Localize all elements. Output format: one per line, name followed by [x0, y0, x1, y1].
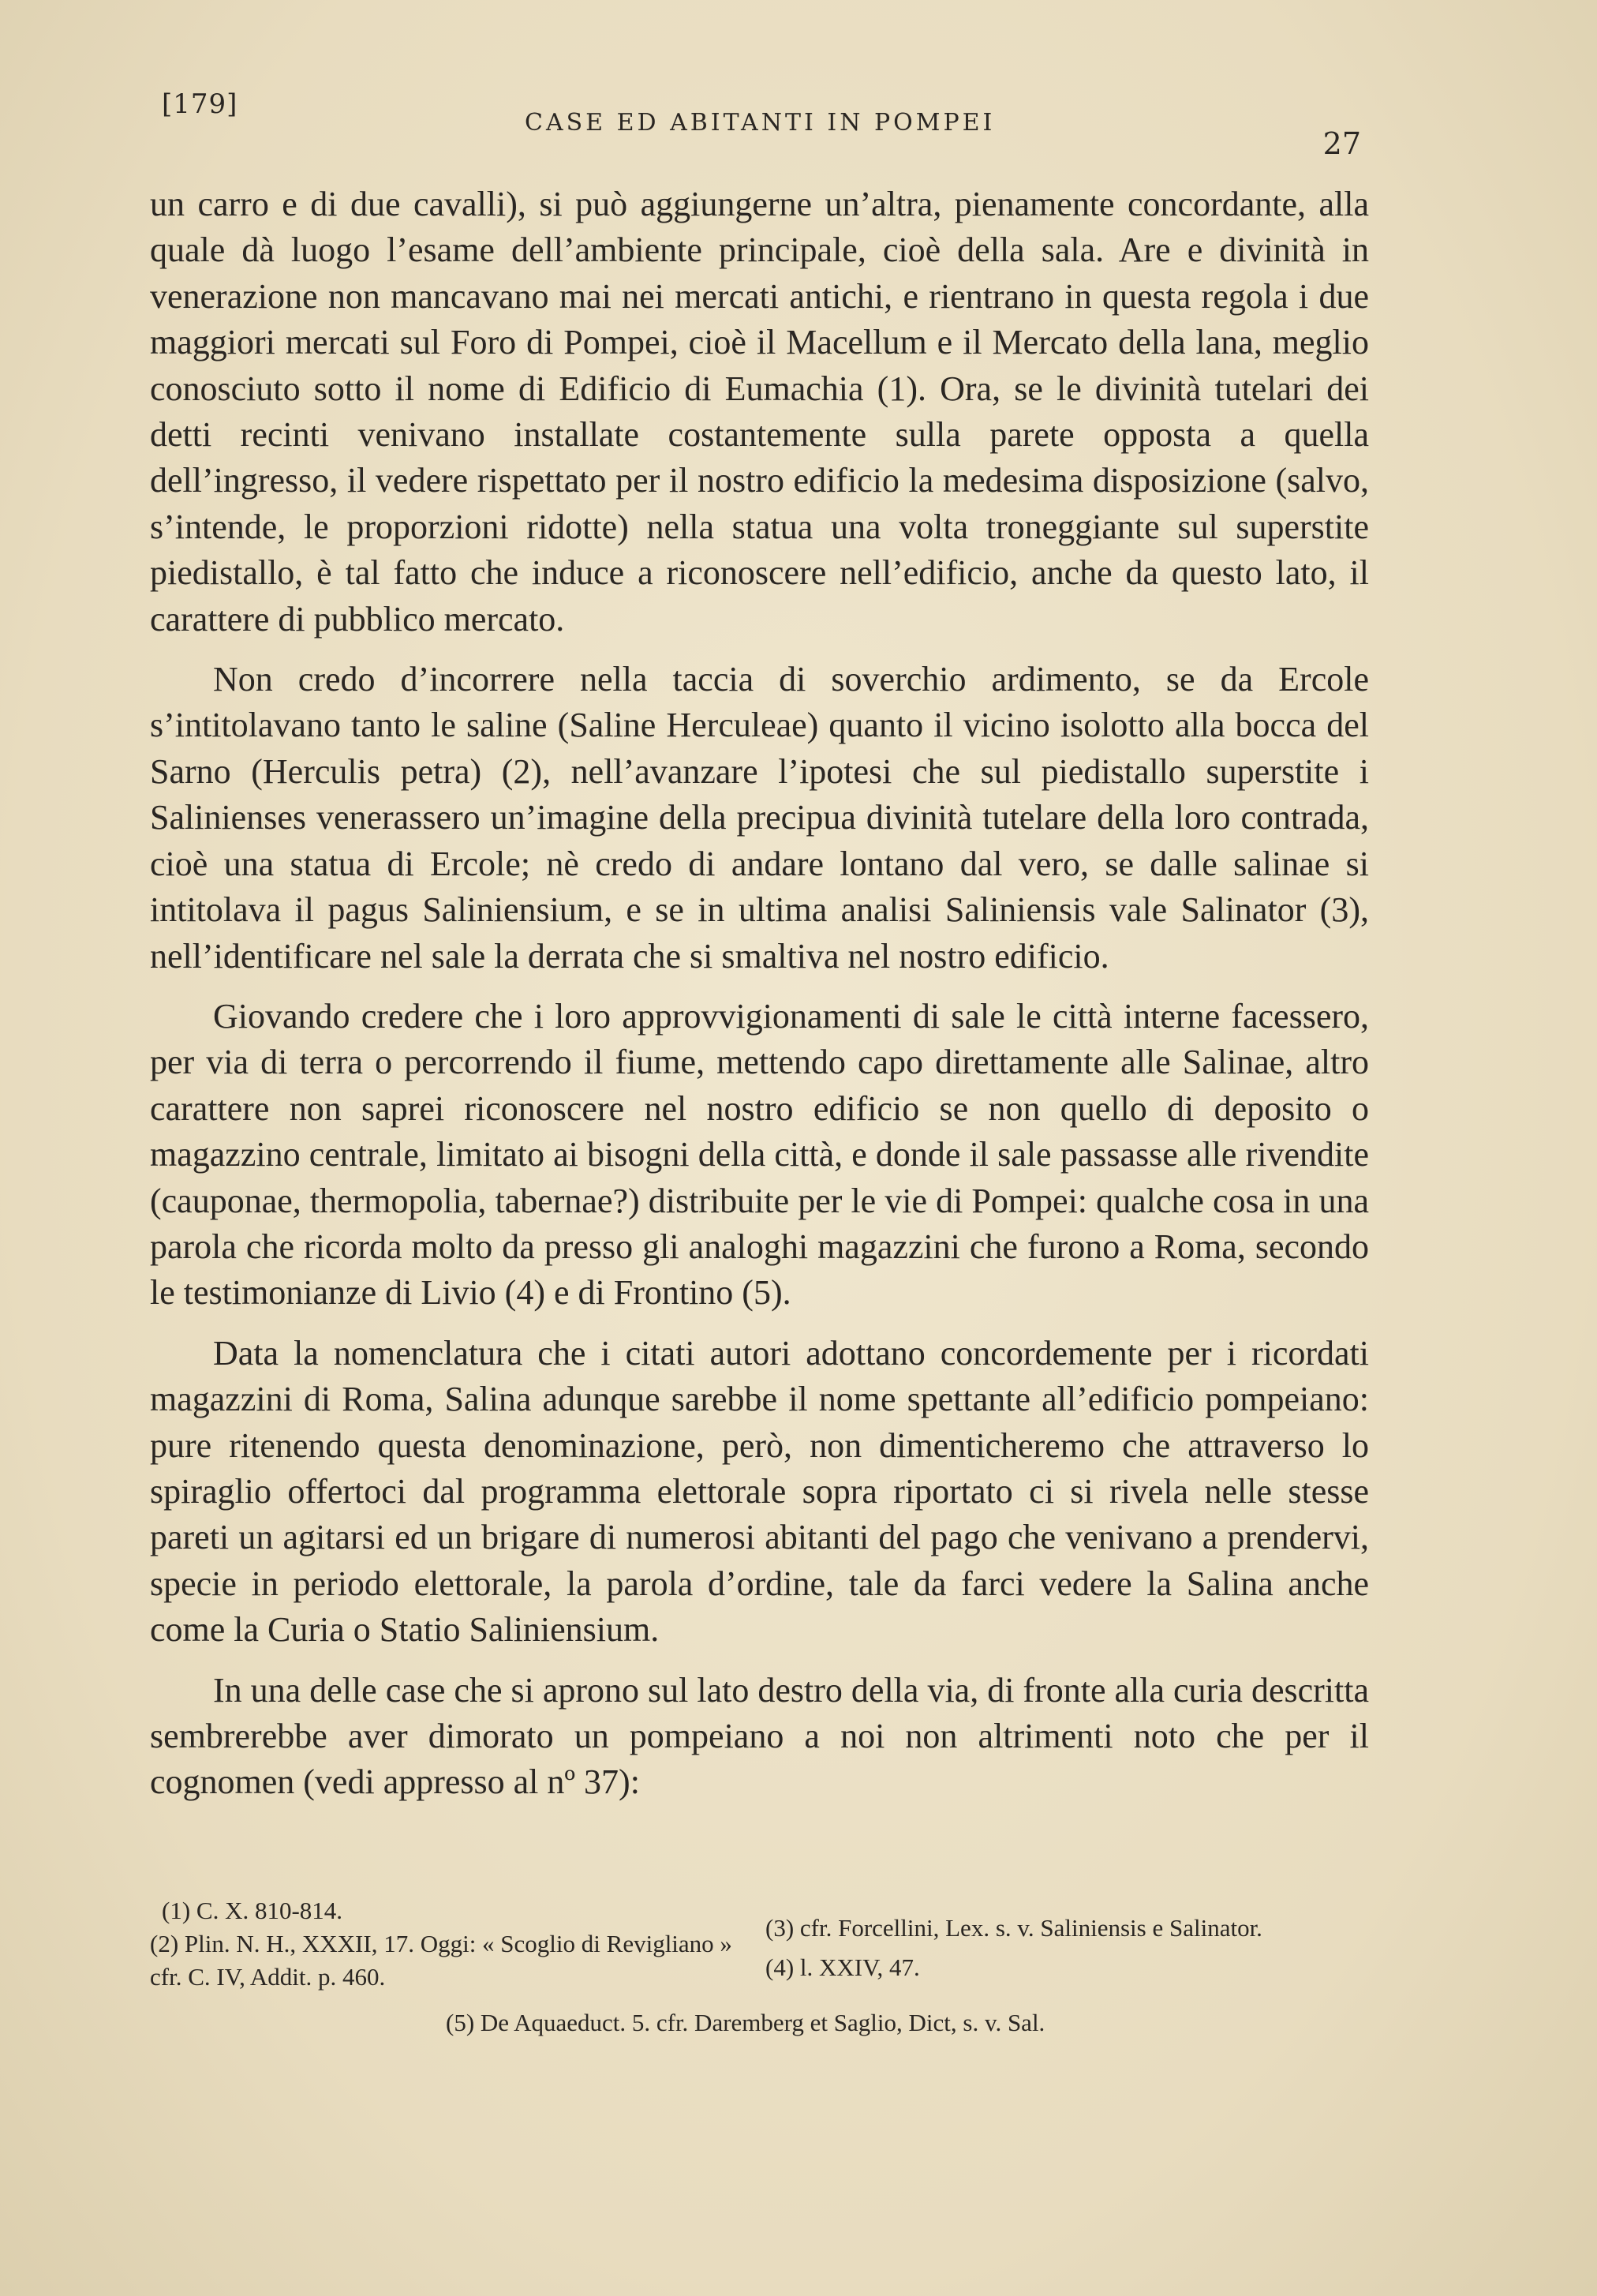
page-reference: [179]: [162, 88, 238, 120]
running-title: CASE ED ABITANTI IN POMPEI: [525, 109, 996, 137]
page-header: [162, 88, 1361, 159]
footnote-5-row: [185, 2006, 1369, 2039]
body-text: [150, 182, 1369, 1806]
footnote-2: (2) Plin. N. H., XXXII, 17. Oggi: « Scoglio di Revigliano » cfr. C. IV, Addit. p. 460.: [150, 1930, 732, 1991]
footnote-3: (3) cfr. Forcellini, Lex. s. v. Saliniensis e Salinator.: [765, 1914, 1262, 1942]
footnotes: [150, 1894, 1369, 2052]
footnotes-left-column: [150, 1894, 734, 1994]
paragraph: un carro e di due cavalli), si può aggiungerne un’altra, pienamente concordante, alla quale dà luogo l’esame dell’ambiente principale, cioè della sala. Are e divinità in venerazione non mancavano mai nei mercati antichi, e rientrano in questa regola i due maggiori mercati sul Foro di Pompei, cioè il Macellum e il Mercato della lana, meglio conosciuto sotto il nome di Edificio di Eumachia (1). Ora, se le divinità tutelari dei detti recinti venivano installate costantemente sulla parete opposta a quella dell’ingresso, il vedere rispettato per il nostro edificio la medesima disposizione (salvo, s’intende, le proporzioni ridotte) nella statua una volta troneggiante sul superstite piedistallo, è tal fatto che induce a riconoscere nell’edificio, anche da questo lato, il carattere di pubblico mercato.: [150, 185, 1369, 639]
page-number: 27: [1322, 126, 1361, 161]
paragraph: Data la nomenclatura che i citati autori adottano concordemente per i ricordati magazzini di Roma, Salina adunque sarebbe il nome spettante all’edificio pompeiano: pure ritenendo questa denominazione, però, non dimenticheremo che attraverso lo spiraglio offertoci dal programma elettorale sopra riportato ci si rivela nelle stesse pareti un agitarsi ed un brigare di numerosi abitanti del pago che venivano a prendervi, specie in periodo elettorale, la parola d’ordine, tale da farci vedere la Salina anche come la Curia o Statio Saliniensium.: [150, 1333, 1369, 1650]
footnote-1: (1) C. X. 810-814.: [162, 1897, 343, 1924]
footnote-5: (5) De Aquaeduct. 5. cfr. Daremberg et Saglio, Dict, s. v. Sal.: [446, 2009, 1045, 2036]
paragraph: Giovando credere che i loro approvvigionamenti di sale le città interne facessero, per via di terra o percorrendo il fiume, mettendo capo direttamente alle Salinae, altro carattere non saprei riconoscere nel nostro edificio se non quello di deposito o magazzino centrale, limitato ai bisogni della città, e donde il sale passasse alle rivendite (cauponae, thermopolia, tabernae?) distribuite per le vie di Pompei: qualche cosa in una parola che ricorda molto da presso gli analoghi magazzini che furono a Roma, secondo le testimonianze di Livio (4) e di Frontino (5).: [150, 996, 1369, 1313]
paragraph: In una delle case che si aprono sul lato destro della via, di fronte alla curia descritta sembrerebbe aver dimorato un pompeiano a noi non altrimenti noto che per il cognomen (vedi appresso al nº 37):: [150, 1670, 1369, 1802]
paragraph: Non credo d’incorrere nella taccia di soverchio ardimento, se da Ercole s’intitolavano tanto le saline (Saline Herculeae) quanto il vicino isolotto alla bocca del Sarno (Herculis petra) (2), nell’avanzare l’ipotesi che sul piedistallo superstite i Salinienses venerassero un’imagine della precipua divinità tutelare della loro contrada, cioè una statua di Ercole; nè credo di andare lontano dal vero, se dalle salinae si intitolava il pagus Saliniensium, e se in ultima analisi Saliniensis vale Salinator (3), nell’identificare nel sale la derrata che si smaltiva nel nostro edificio.: [150, 660, 1369, 976]
footnote-4: (4) l. XXIV, 47.: [765, 1953, 920, 1981]
footnotes-right-column: [765, 1912, 1365, 1984]
